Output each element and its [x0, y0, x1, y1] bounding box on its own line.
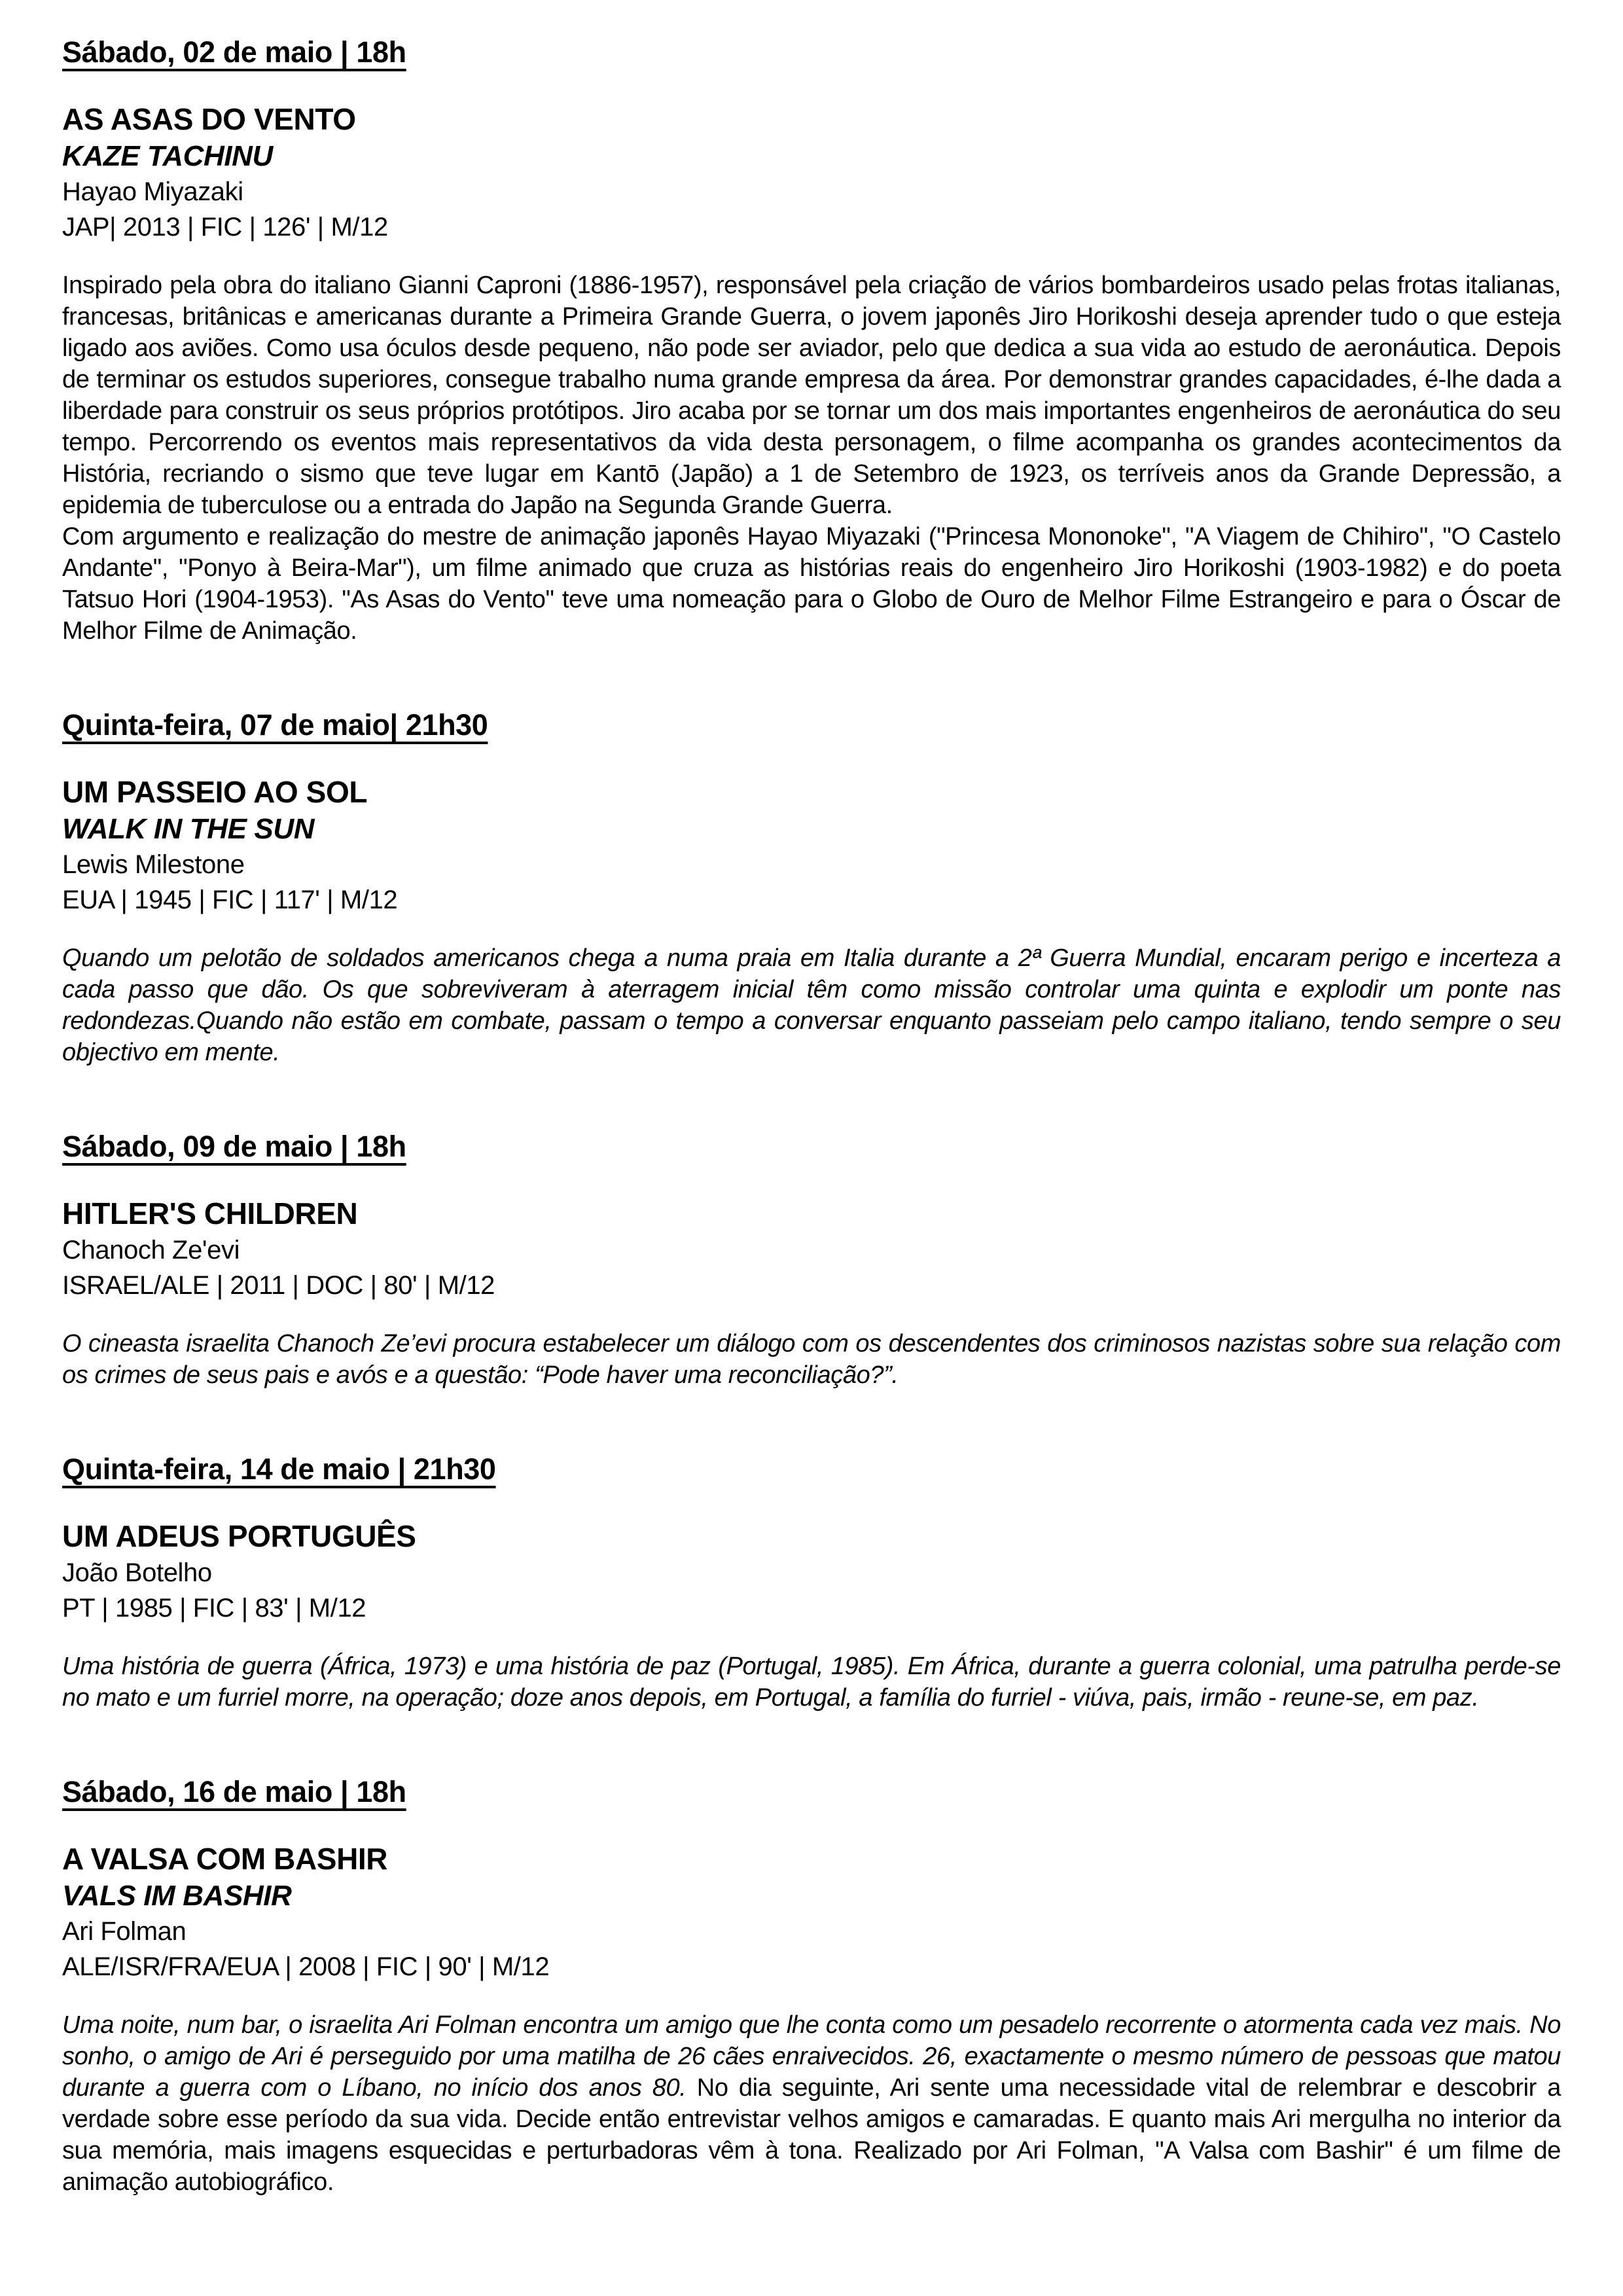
- film-description-paragraph: O cineasta israelita Chanoch Ze’evi procura estabelecer um diálogo com os descendentes dos criminosos nazistas sobre sua relação com os crimes de seus pais e avós e a questão: “Pode haver uma reconciliação?”.: [62, 1330, 1561, 1389]
- film-title: UM PASSEIO AO SOL: [62, 775, 368, 809]
- screening-section: [62, 1128, 1561, 1391]
- film-original-title: KAZE TACHINU: [62, 140, 273, 172]
- screening-section: [62, 707, 1561, 1068]
- screening-schedule: Quinta-feira, 07 de maio| 21h30: [62, 708, 488, 742]
- screening-section: [62, 1774, 1561, 2198]
- screening-schedule: Quinta-feira, 14 de maio | 21h30: [62, 1452, 496, 1486]
- film-info: PT | 1985 | FIC | 83' | M/12: [62, 1594, 366, 1623]
- film-info: ALE/ISR/FRA/EUA | 2008 | FIC | 90' | M/12: [62, 1952, 550, 1981]
- film-title: A VALSA COM BASHIR: [62, 1842, 388, 1876]
- screening-schedule: Sábado, 16 de maio | 18h: [62, 1775, 406, 1808]
- film-director: João Botelho: [62, 1558, 212, 1587]
- screening-schedule: Sábado, 02 de maio | 18h: [62, 35, 406, 69]
- description-italic-run: Uma noite, num bar, o israelita Ari Folman encontra um amigo que lhe conta como um pesadelo recorrente o atormenta cada vez mais. No sonho, o amigo de Ari é perseguido por uma matilha de 26 cães enraivecidos. 26, exactamente o mesmo número de pessoas que matou durante a guerra com o Líbano, no início dos anos 80.: [62, 2011, 1561, 2102]
- film-description-paragraph: Com argumento e realização do mestre de animação japonês Hayao Miyazaki ("Princesa Mononoke", "A Viagem de Chihiro", "O Castelo Andante", "Ponyo à Beira-Mar"), um filme animado que cruza as histórias reais do engenheiro Jiro Horikoshi (1903-1982) e do poeta Tatsuo Hori (1904-1953). "As Asas do Vento" teve uma nomeação para o Globo de Ouro de Melhor Filme Estrangeiro e para o Óscar de Melhor Filme de Animação.: [62, 523, 1561, 645]
- film-director: Lewis Milestone: [62, 850, 245, 879]
- film-director: Chanoch Ze'evi: [62, 1236, 240, 1265]
- film-info: EUA | 1945 | FIC | 117' | M/12: [62, 886, 398, 914]
- film-info: ISRAEL/ALE | 2011 | DOC | 80' | M/12: [62, 1271, 495, 1300]
- screening-schedule: Sábado, 09 de maio | 18h: [62, 1130, 406, 1163]
- film-description-paragraph: [62, 2009, 1561, 2198]
- film-title: UM ADEUS PORTUGUÊS: [62, 1519, 416, 1553]
- film-director: Hayao Miyazaki: [62, 177, 243, 206]
- film-description-paragraph: Quando um pelotão de soldados americanos chega a numa praia em Italia durante a 2ª Guerra Mundial, encaram perigo e incerteza a cada passo que dão. Os que sobreviveram à aterragem inicial têm como missão controlar uma quinta e explodir um ponte nas redondezas.Quando não estão em combate, passam o tempo a conversar enquanto passeiam pelo campo italiano, tendo sempre o seu objectivo em mente.: [62, 944, 1561, 1066]
- film-title: AS ASAS DO VENTO: [62, 102, 356, 136]
- film-director: Ari Folman: [62, 1917, 187, 1946]
- film-description-paragraph: Uma história de guerra (África, 1973) e uma história de paz (Portugal, 1985). Em África, durante a guerra colonial, uma patrulha perde-se no mato e um furriel morre, na operação; doze anos depois, em Portugal, a família do furriel - viúva, pais, irmão - reune-se, em paz.: [62, 1653, 1561, 1712]
- film-info: JAP| 2013 | FIC | 126' | M/12: [62, 213, 388, 242]
- screening-section: [62, 1451, 1561, 1713]
- film-title: HITLER'S CHILDREN: [62, 1196, 358, 1230]
- film-original-title: VALS IM BASHIR: [62, 1880, 292, 1912]
- film-original-title: WALK IN THE SUN: [62, 813, 315, 845]
- film-description-paragraph: Inspirado pela obra do italiano Gianni Caproni (1886-1957), responsável pela criação de vários bombardeiros usado pelas frotas italianas, francesas, britânicas e americanas durante a Primeira Grande Guerra, o jovem japonês Jiro Horikoshi deseja aprender tudo o que esteja ligado aos aviões. Como usa óculos desde pequeno, não pode ser aviador, pelo que dedica a sua vida ao estudo de aeronáutica. Depois de terminar os estudos superiores, consegue trabalho numa grande empresa da área. Por demonstrar grandes capacidades, é-lhe dada a liberdade para construir os seus próprios protótipos. Jiro acaba por se tornar um dos mais importantes engenheiros de aeronáutica do seu tempo. Percorrendo os eventos mais representativos da vida desta personagem, o filme acompanha os grandes acontecimentos da História, recriando o sismo que teve lugar em Kantō (Japão) a 1 de Setembro de 1923, os terríveis anos da Grande Depressão, a epidemia de tuberculose ou a entrada do Japão na Segunda Grande Guerra.: [62, 272, 1561, 519]
- screening-section: [62, 34, 1561, 647]
- description-regular-run: No dia seguinte, Ari sente uma necessidade vital de relembrar e descobrir a verdade sobre esse período da sua vida. Decide então entrevistar velhos amigos e camaradas. E quanto mais Ari mergulha no interior da sua memória, mais imagens esquecidas e perturbadoras vêm à tona. Realizado por Ari Folman, "A Valsa com Bashir" é um filme de animação autobiográfico.: [62, 2074, 1561, 2196]
